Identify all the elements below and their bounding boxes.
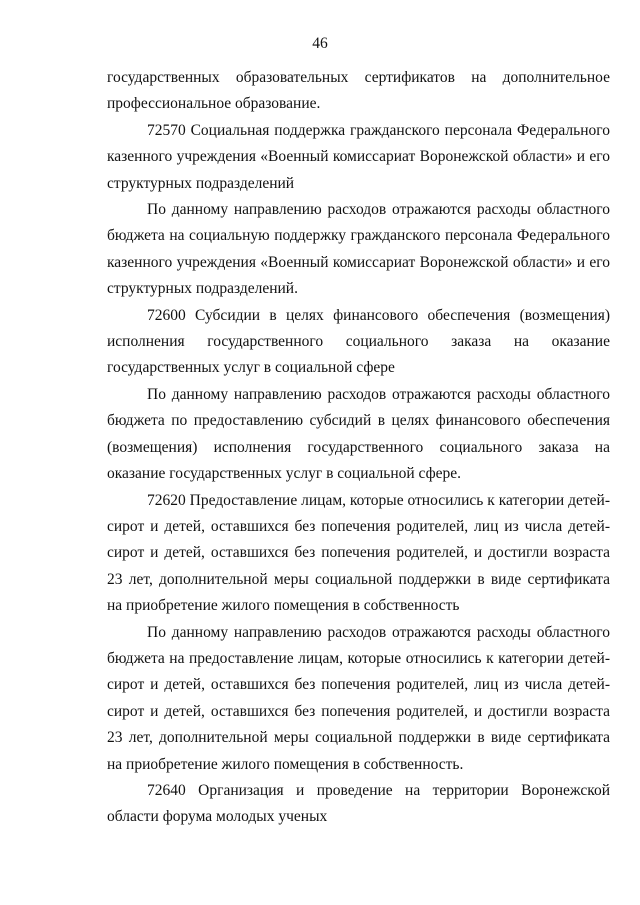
paragraph: По данному направлению расходов отражаются расходы областного бюджета по предоставлению субсидий в целях финансового обеспечения (возмещения) исполнения государственного социального заказа на оказание государственных услуг в социальной сфере. xyxy=(107,385,610,483)
page-number: 46 xyxy=(312,35,328,52)
paragraph: 72600 Субсидии в целях финансового обеспечения (возмещения) исполнения государственного социального заказа на оказание государственных услуг в социальной сфере xyxy=(107,306,610,377)
paragraph: 72640 Организация и проведение на территории Воронежской области форума молодых ученых xyxy=(107,781,610,826)
paragraph: 72570 Социальная поддержка гражданского персонала Федерального казенного учреждения «Военный комиссариат Воронежской области» и его структурных подразделений xyxy=(107,121,610,192)
page-body xyxy=(107,65,610,831)
paragraph: 72620 Предоставление лицам, которые относились к категории детей-сирот и детей, оставшихся без попечения родителей, лиц из числа детей-сирот и детей, оставшихся без попечения родителей, и достигли возраста 23 лет, дополнительной меры социальной поддержки в виде сертификата на приобретение жилого помещения в собственность xyxy=(107,491,610,615)
paragraph: По данному направлению расходов отражаются расходы областного бюджета на социальную поддержку гражданского персонала Федерального казенного учреждения «Военный комиссариат Воронежской области» и его структурных подразделений. xyxy=(107,201,610,298)
paragraph: По данному направлению расходов отражаются расходы областного бюджета на предоставление лицам, которые относились к категории детей-сирот и детей, оставшихся без попечения родителей, лиц из числа детей-сирот и детей, оставшихся без попечения родителей, и достигли возраста 23 лет, дополнительной меры социальной поддержки в виде сертификата на приобретение жилого помещения в собственность. xyxy=(107,623,610,773)
paragraph: государственных образовательных сертификатов на дополнительное профессиональное образование. xyxy=(107,69,610,113)
